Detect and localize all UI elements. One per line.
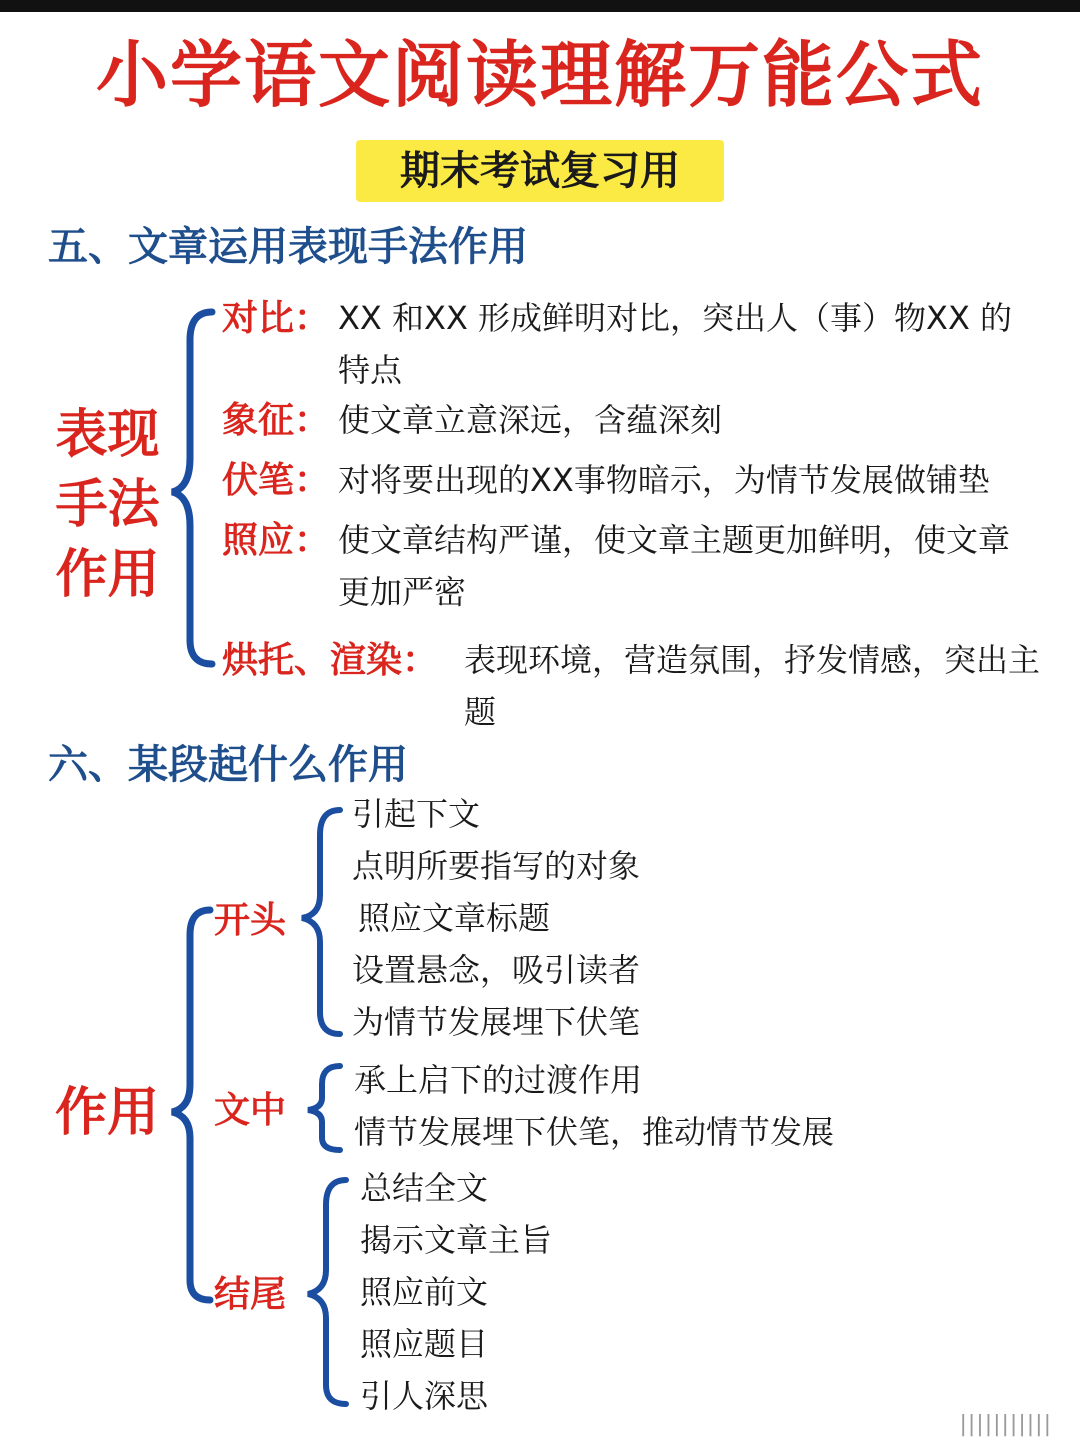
list-item: 情节发展埋下伏笔，推动情节发展 bbox=[354, 1113, 835, 1151]
list-item: 总结全文 bbox=[360, 1169, 489, 1207]
list-item: 设置悬念，吸引读者 bbox=[352, 951, 641, 989]
desc-symbolism: 使文章立意深远，含蕴深刻 bbox=[338, 401, 723, 439]
term-symbolism: 象征： bbox=[222, 399, 331, 441]
brace-section-six bbox=[172, 910, 210, 1300]
subtitle-badge: 期末考试复习用 bbox=[356, 140, 724, 202]
brace-group-end bbox=[308, 1180, 346, 1404]
desc-echo: 使文章结构严谨，使文章主题更加鲜明，使文章更加严密 bbox=[338, 521, 1011, 611]
list-item: 揭示文章主旨 bbox=[360, 1221, 553, 1259]
list-item: 承上启下的过渡作用 bbox=[354, 1061, 643, 1099]
term-setoff: 烘托、渲染： bbox=[222, 639, 439, 681]
page-title: 小学语文阅读理解万能公式 bbox=[95, 32, 984, 117]
watermark: ||||||||||| bbox=[959, 1412, 1052, 1437]
group-end-label: 结尾 bbox=[214, 1273, 287, 1315]
brace-group-middle bbox=[308, 1066, 340, 1150]
desc-foreshadowing: 对将要出现的XX事物暗示，为情节发展做铺垫 bbox=[338, 461, 990, 499]
list-item: 照应前文 bbox=[360, 1273, 489, 1311]
section-five-label-text: 表现手法作用 bbox=[55, 404, 160, 605]
list-item: 引起下文 bbox=[352, 795, 481, 833]
brace-section-five bbox=[172, 312, 212, 664]
desc-setoff: 表现环境，营造氛围，抒发情感，突出主题 bbox=[464, 641, 1041, 731]
list-item: 照应题目 bbox=[360, 1325, 489, 1363]
list-item: 点明所要指写的对象 bbox=[352, 847, 641, 885]
term-foreshadowing: 伏笔： bbox=[222, 459, 331, 501]
section-six-label: 作用 bbox=[54, 1082, 159, 1143]
group-start-label: 开头 bbox=[214, 899, 287, 941]
desc-contrast: XX 和XX 形成鲜明对比，突出人（事）物XX 的特点 bbox=[338, 299, 1013, 389]
term-echo: 照应： bbox=[222, 519, 331, 561]
section-six-heading: 六、某段起什么作用 bbox=[48, 741, 408, 788]
list-item: 引人深思 bbox=[360, 1377, 489, 1415]
list-item: 为情节发展埋下伏笔 bbox=[352, 1003, 641, 1041]
group-middle-label: 文中 bbox=[214, 1089, 287, 1131]
term-contrast: 对比： bbox=[222, 297, 331, 339]
section-five-heading: 五、文章运用表现手法作用 bbox=[48, 223, 528, 270]
brace-group-start bbox=[302, 810, 340, 1034]
list-item: 照应文章标题 bbox=[358, 899, 551, 937]
